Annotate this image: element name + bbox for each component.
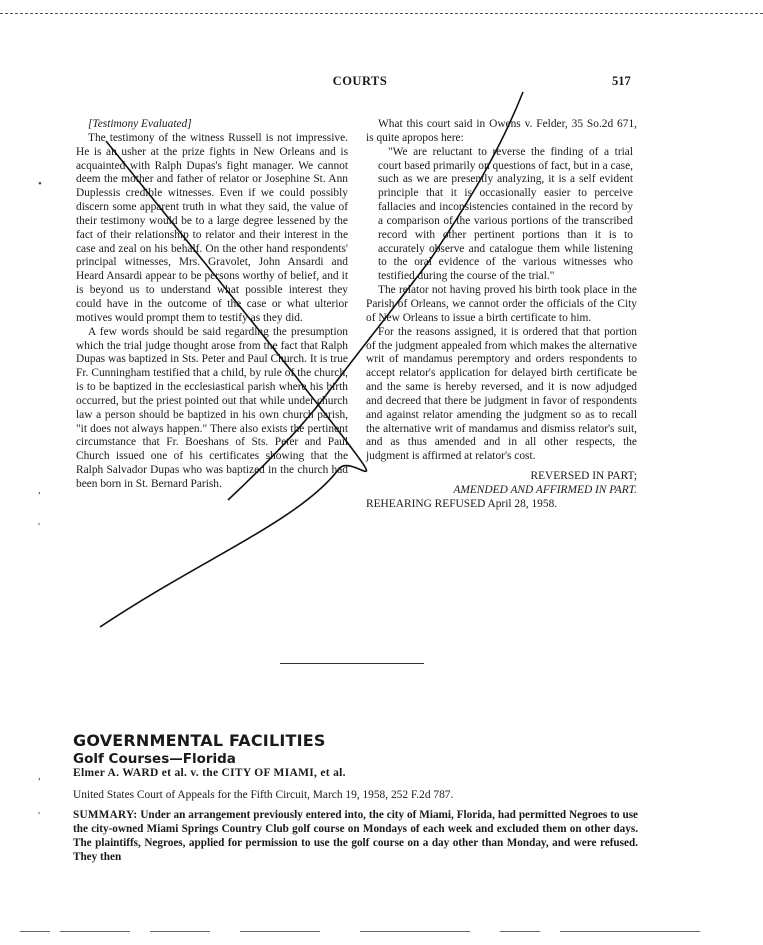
paragraph: For the reasons assigned, it is ordered that that portion of the judgment appealed from which makes the alternative writ of mandamus peremptory and orders respondents to accept relator's application for delayed birth certificate be and the same is hereby reversed, and it is now adjudged and decreed that there be judgment in favor of respondents and against relator amending the judgment so as to recall the alternative writ of mandamus and dismiss relator's suit, and as thus amended and in all other respects, the judgment is affirmed at relator's cost.	[366, 325, 637, 463]
margin-mark: •	[38, 178, 42, 190]
paragraph: A few words should be said regarding the presumption which the trial judge thought arose from the fact that Ralph Dupas was baptized in Sts. Peter and Paul Church. It is true Fr. Cunningham testified that a child, by rule of the church, is to be baptized in the ecclesiastical parish where his birth occurred, but the priest pointed out that while under church law a person should be baptized in his own church parish, "it does not always happen." There also exists the pertinent circumstance that Fr. Boeshans of Sts. Peter and Paul Church issued one of his certificates showing that the Ralph Salvador Dupas who was baptized in the church had been born in St. Bernard Parish.	[76, 325, 348, 490]
margin-mark: ,	[38, 484, 41, 496]
case-title: Elmer A. WARD et al. v. the CITY OF MIAMI, et al.	[73, 767, 346, 779]
disposition-amended: AMENDED AND AFFIRMED IN PART.	[453, 483, 637, 496]
topic-heading: GOVERNMENTAL FACILITIES	[73, 731, 326, 750]
case-summary	[73, 809, 638, 864]
section-heading: [Testimony Evaluated]	[88, 118, 192, 130]
disposition-reversed: REVERSED IN PART;	[530, 470, 637, 483]
right-column	[366, 118, 637, 512]
left-column	[76, 118, 348, 492]
case-citation: United States Court of Appeals for the Fifth Circuit, March 19, 1958, 252 F.2d 787.	[73, 789, 454, 801]
summary-text: Under an arrangement previously entered into, the city of Miami, Florida, had permitted Negroes to use the city-owned Miami Springs Country Club golf course on Mondays of each week and excluded them on other days. The plaintiffs, Negroes, applied for permission to use the golf course on a day other than Monday, and were refused. They then	[73, 809, 639, 863]
paragraph: What this court said in Owens v. Felder, 35 So.2d 671, is quite apropos here:	[366, 118, 637, 144]
section-divider	[280, 663, 424, 664]
page-number: 517	[612, 74, 631, 88]
block-quote: "We are reluctant to reverse the finding of a trial court based primarily on questions of fact, but in a case, such as we are presently analyzing, it is a self evident principle that it is occasionally easier to perceive fallacies and inconsistencies contained in the record by a comparison of the various portions of the transcribed record with other pertinent portions than it is to accurately observe and catalogue them while listening to the oral evidence of the various witnesses who testified during the course of the trial."	[378, 145, 633, 283]
margin-mark: ,	[38, 770, 41, 782]
margin-mark: '	[38, 521, 40, 533]
page-top-edge	[0, 13, 763, 14]
summary-label: SUMMARY:	[73, 809, 138, 821]
margin-mark: '	[38, 810, 40, 822]
rehearing-note: REHEARING REFUSED April 28, 1958.	[366, 497, 558, 510]
paragraph: The testimony of the witness Russell is not impressive. He is an usher at the prize fights in New Orleans and is acquainted with Ralph Dupas's fight manager. We cannot deem the mother and father of relator or Josephine St. Ann Duplessis credible witnesses. Even if we could possibly discern some apparent truth in what they said, the value of their testimony would be to a large degree lessened by the fact of their relationship to relator and their interest in the case and zeal on his behalf. On the other hand respondents' principal witnesses, Mrs. Gravolet, John Ansardi and Heard Ansardi appear to be persons worthy of belief, and it is beyond us to understand what possible interest they could have in the outcome of the case or what ulterior motives would prompt them to testify as they did.	[76, 131, 348, 324]
paragraph: The relator not having proved his birth took place in the Parish of Orleans, we cannot order the officials of the City of New Orleans to issue a birth certificate to him.	[366, 284, 637, 324]
running-header-title: COURTS	[332, 74, 388, 88]
topic-subheading: Golf Courses—Florida	[73, 751, 236, 767]
